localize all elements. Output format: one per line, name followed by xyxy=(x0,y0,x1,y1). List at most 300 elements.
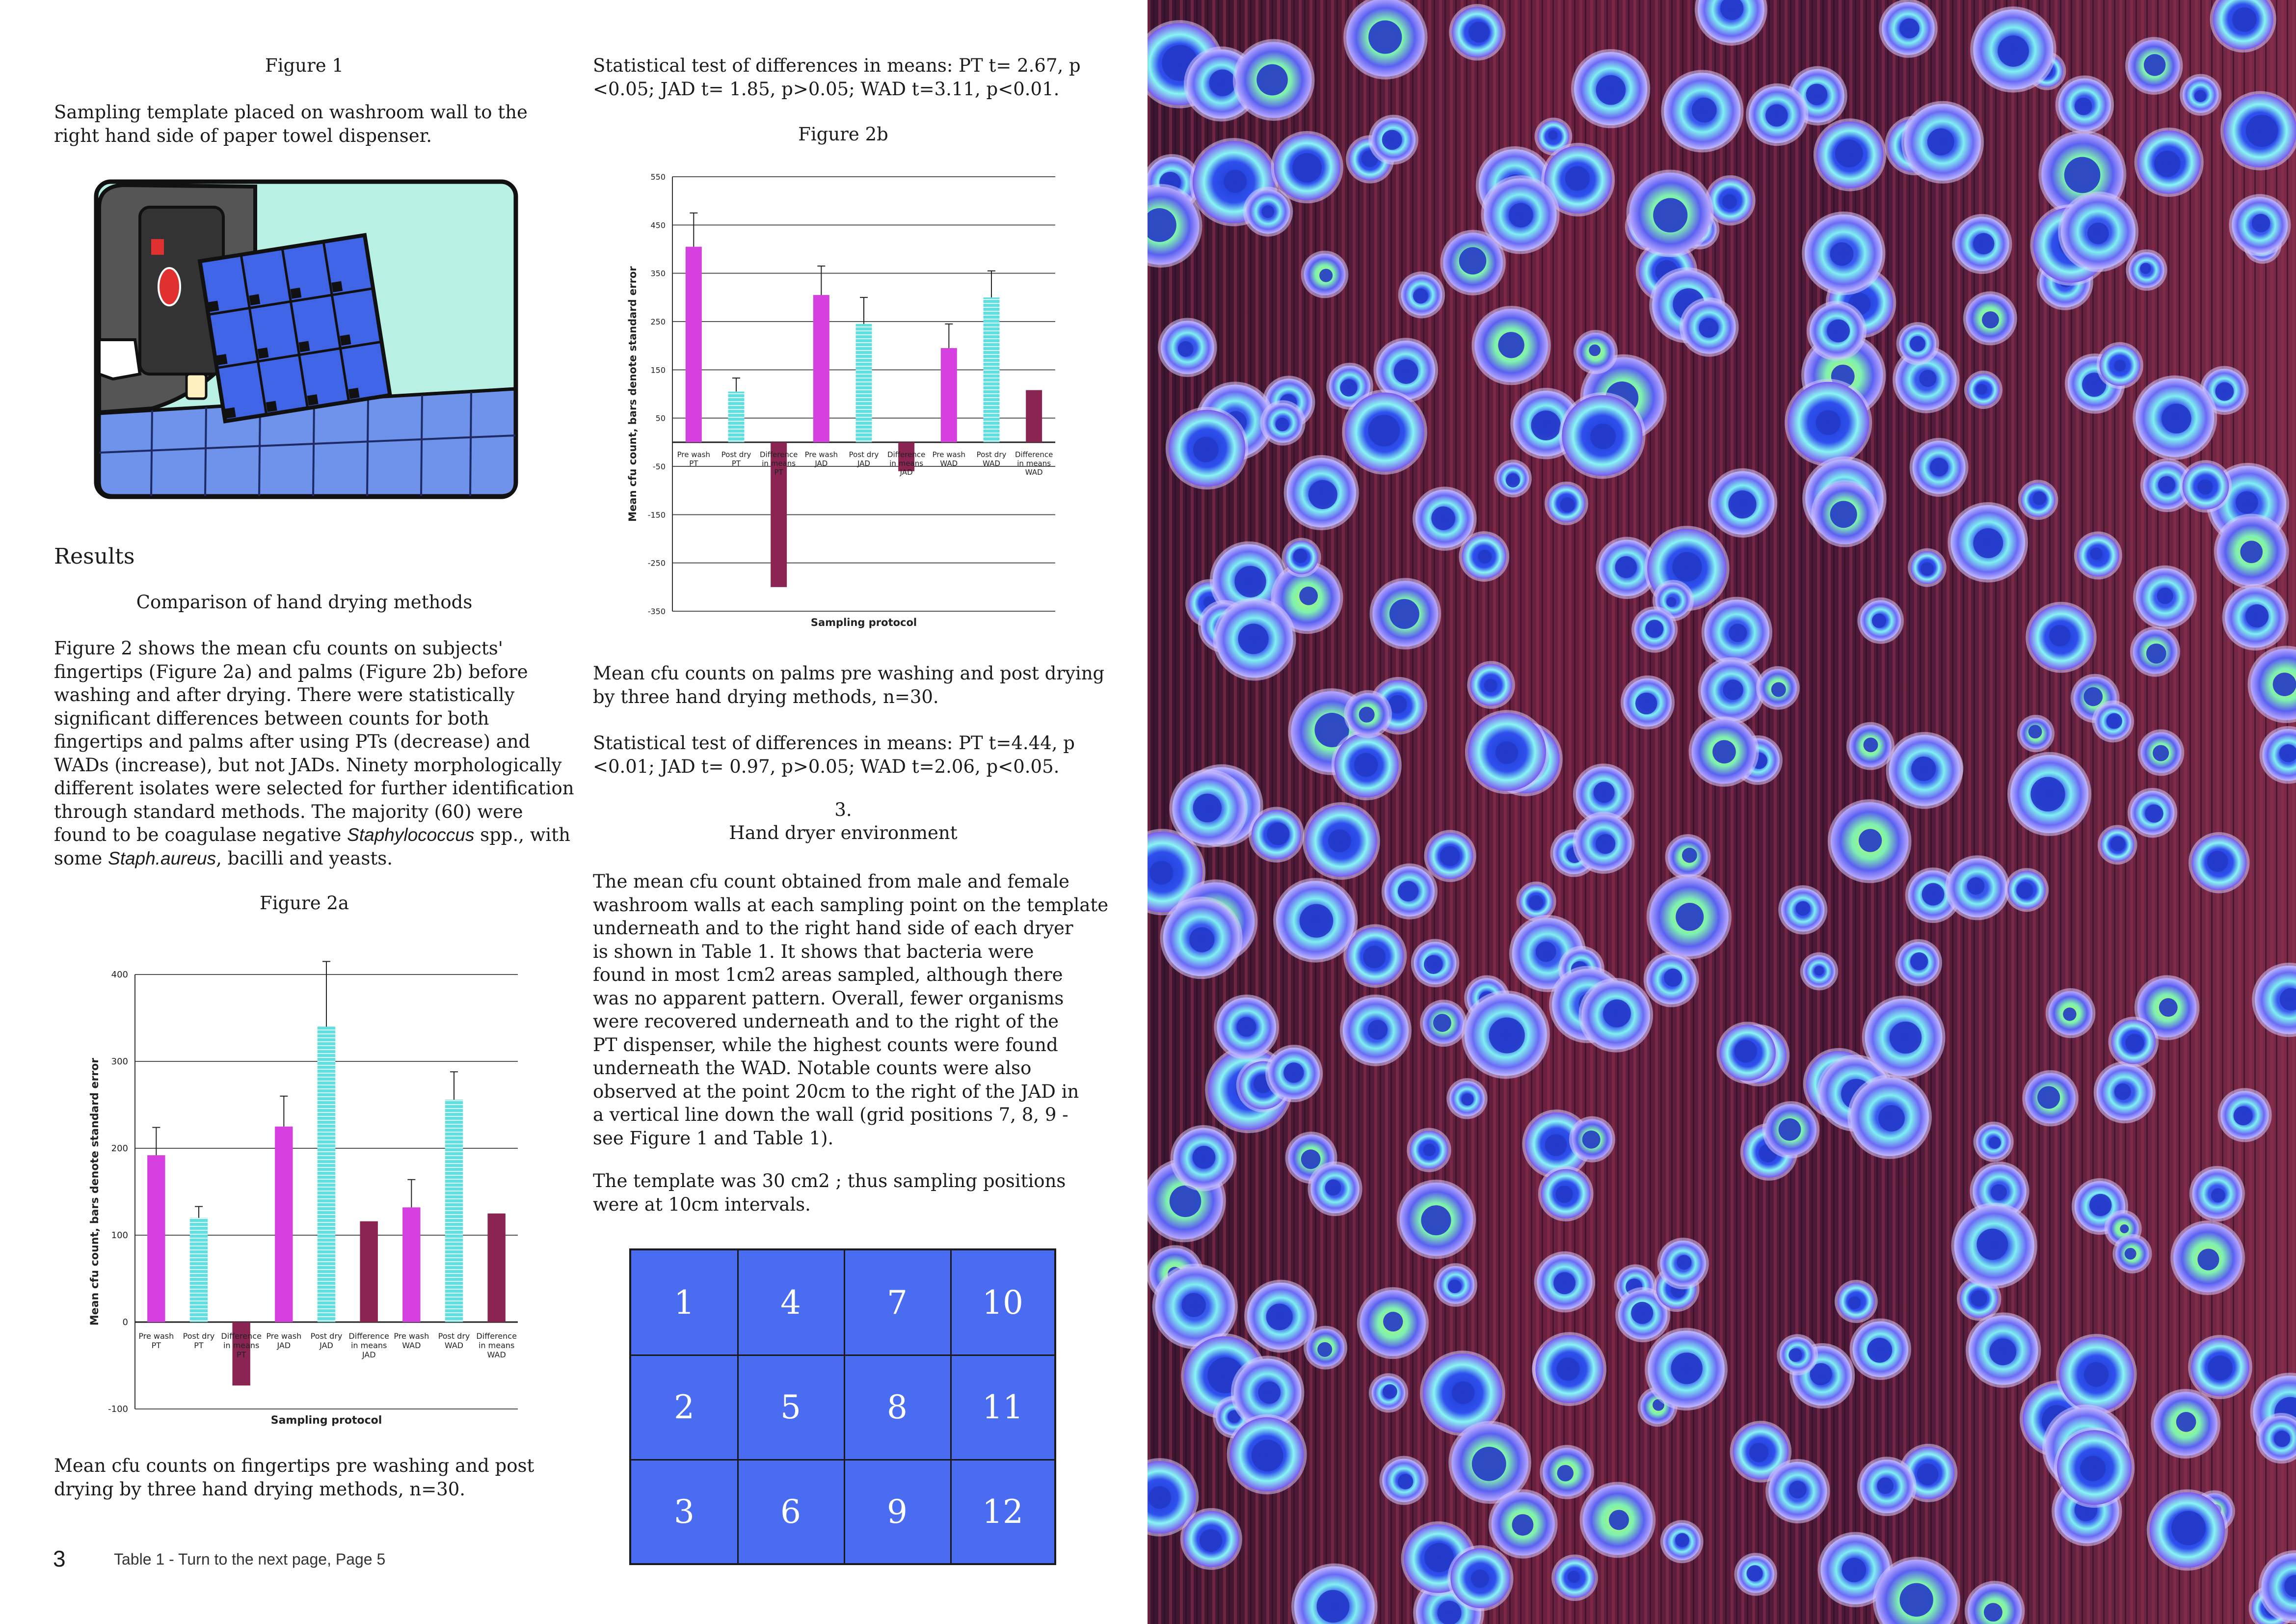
colony-core xyxy=(2033,491,2047,505)
colony-core xyxy=(1283,1062,1304,1083)
comparison-subheading: Comparison of hand drying methods xyxy=(136,592,473,613)
colony-core xyxy=(1565,166,1590,191)
colony-core xyxy=(1545,1134,1567,1156)
colony-core xyxy=(1261,205,1274,218)
colony-core xyxy=(1234,566,1266,597)
colony-core xyxy=(1976,384,1987,395)
colony-core xyxy=(1484,679,1497,692)
grid-cell-3: 3 xyxy=(674,1492,694,1531)
page-number: 3 xyxy=(53,1546,66,1571)
colony-core xyxy=(1382,130,1402,150)
bacteria-micrograph xyxy=(1148,0,2296,1624)
category-label: Pre wash WAD xyxy=(932,450,966,468)
y-tick-label: 200 xyxy=(111,1143,128,1154)
figure2a-caption: Mean cfu counts on fingertips pre washing and post drying by three hand drying methods, n=30. xyxy=(54,1455,534,1500)
colony-core xyxy=(1973,233,1994,254)
colony-core xyxy=(1747,1565,1763,1581)
colony-core xyxy=(1899,1583,1933,1617)
grid-cell-12: 12 xyxy=(982,1492,1023,1531)
colony-core xyxy=(1973,528,2003,558)
stat-test-2b: Statistical test of differences in means: PT t=4.44, p <0.01; JAD t= 0.97, p>0.05; WAD t=2.06, p<0.05. xyxy=(593,732,1075,777)
colony-core xyxy=(1149,861,1173,884)
colony-core xyxy=(1589,345,1601,356)
colony-core xyxy=(1878,1105,1905,1132)
colony-core xyxy=(1806,83,1828,105)
colony-core xyxy=(1910,336,1925,352)
colony-core xyxy=(1998,35,2029,67)
colony-core xyxy=(1568,1571,1580,1583)
y-tick-label: -150 xyxy=(647,510,666,520)
bar-pre xyxy=(813,295,829,442)
colony-core xyxy=(1276,418,1289,432)
colony-core xyxy=(1325,1180,1341,1196)
y-tick-label: 450 xyxy=(650,220,666,230)
colony-core xyxy=(1413,289,1428,304)
figure2b-caption: Mean cfu counts on palms pre washing and post drying by three hand drying methods, n=30. xyxy=(593,663,1105,707)
colony-core xyxy=(1779,1118,1801,1141)
colony-core xyxy=(1692,98,1717,123)
colony-core xyxy=(2246,115,2278,147)
y-tick-label: 400 xyxy=(111,970,128,980)
colony-core xyxy=(1816,410,1841,435)
section-title: Hand dryer environment xyxy=(729,822,958,843)
colony-core xyxy=(1438,1601,1462,1624)
colony-core xyxy=(2194,90,2207,102)
grid-cell-2: 2 xyxy=(674,1388,694,1426)
colony-core xyxy=(1398,881,1418,901)
colony-core xyxy=(1722,194,1737,209)
colony-core xyxy=(1867,1338,1892,1363)
colony-core xyxy=(1182,1293,1206,1317)
colony-core xyxy=(1922,883,1945,906)
colony-core xyxy=(1431,506,1455,530)
italic-species: Staph.aureus xyxy=(108,848,216,868)
y-tick-label: -100 xyxy=(108,1404,128,1414)
colony-core xyxy=(1609,1510,1629,1530)
colony-core xyxy=(1368,20,1402,54)
colony-core xyxy=(1267,822,1289,845)
colony-core xyxy=(1536,942,1556,962)
figure2a-chart-svg xyxy=(74,933,525,1434)
colony-core xyxy=(2153,745,2169,761)
colony-core xyxy=(1556,1357,1579,1380)
colony-core xyxy=(2120,1224,2129,1233)
colony-core xyxy=(2240,541,2263,563)
bar-diff xyxy=(1026,390,1042,442)
colony-core xyxy=(1354,753,1378,777)
category-label: Difference in means JAD xyxy=(348,1331,389,1359)
colony-core xyxy=(1301,1149,1321,1169)
colony-core xyxy=(1209,70,1236,96)
category-label: Pre wash JAD xyxy=(804,450,838,468)
colony-core xyxy=(1512,1514,1533,1536)
category-label: Pre wash JAD xyxy=(266,1331,302,1350)
colony-core xyxy=(1359,707,1375,723)
colony-core xyxy=(1582,1131,1601,1149)
colony-core xyxy=(1971,1290,1987,1307)
colony-core xyxy=(1899,19,1919,38)
colony-core xyxy=(1872,614,1886,628)
colony-core xyxy=(1383,1384,1397,1399)
colony-core xyxy=(2063,1007,2076,1021)
colony-core xyxy=(1859,829,1882,852)
colony-core xyxy=(2232,7,2257,32)
colony-core xyxy=(1765,105,1788,127)
y-tick-label: 250 xyxy=(650,317,666,326)
colony-core xyxy=(1548,130,1558,140)
bar-post xyxy=(856,324,872,442)
colony-core xyxy=(1560,497,1575,513)
grid-cell-8: 8 xyxy=(887,1388,908,1426)
grid-cell-7: 7 xyxy=(887,1283,908,1322)
footer-note: Table 1 - Turn to the next page, Page 5 xyxy=(114,1550,386,1568)
grid-cell-11: 11 xyxy=(982,1388,1023,1426)
colony-core xyxy=(1317,1342,1332,1357)
colony-core xyxy=(1433,1014,1451,1032)
colony-core xyxy=(1749,1443,1769,1462)
colony-core xyxy=(1553,1272,1575,1294)
category-label: Post dry WAD xyxy=(976,450,1007,468)
bar-post xyxy=(190,1218,208,1322)
colony-core xyxy=(1531,410,1561,440)
y-tick-label: -350 xyxy=(647,607,666,616)
colony-core xyxy=(1814,966,1824,975)
colony-core xyxy=(2087,222,2109,244)
colony-core xyxy=(2144,54,2166,76)
figure2b-chart xyxy=(618,167,1080,638)
colony-core xyxy=(1603,1000,1631,1028)
colony-core xyxy=(1594,782,1615,803)
colony-core xyxy=(1653,198,1687,232)
colony-core xyxy=(2049,625,2071,647)
colony-core xyxy=(1982,311,1999,328)
colony-core xyxy=(1675,1533,1689,1547)
colony-core xyxy=(2245,604,2269,627)
colony-core xyxy=(2037,1086,2060,1109)
colony-core xyxy=(1178,341,1194,357)
stat-test-2a: Statistical test of differences in means: PT t= 2.67, p <0.05; JAD t= 1.85, p>0.05; WAD t=3.11, p<0.01. xyxy=(593,55,1081,100)
grid-cell-4: 4 xyxy=(780,1283,801,1322)
colony-core xyxy=(1236,1017,1256,1037)
colony-core xyxy=(1590,424,1616,449)
colony-core xyxy=(1671,1353,1703,1384)
colony-core xyxy=(2075,98,2092,115)
colony-core xyxy=(1459,247,1487,274)
colony-core xyxy=(1421,1205,1451,1235)
sampling-grid xyxy=(629,1248,1056,1565)
colony-core xyxy=(1529,895,1544,910)
colony-core xyxy=(2083,687,2103,706)
colony-core xyxy=(2110,837,2126,852)
colony-core xyxy=(1596,75,1626,105)
colony-core xyxy=(1394,359,1418,384)
y-tick-label: 300 xyxy=(111,1056,128,1067)
colony-core xyxy=(1830,501,1857,528)
colony-core xyxy=(1238,623,1269,654)
y-tick-label: 350 xyxy=(650,269,666,278)
category-label: Pre wash PT xyxy=(138,1331,174,1350)
colony-core xyxy=(2158,476,2175,493)
grid-cell-1: 1 xyxy=(674,1283,694,1322)
x-axis-title: Sampling protocol xyxy=(270,1414,382,1427)
colony-core xyxy=(1967,877,1984,894)
bar-diff xyxy=(360,1221,377,1322)
colony-core xyxy=(2207,851,2228,872)
washroom-illustration-svg xyxy=(93,178,520,502)
colony-core xyxy=(1363,946,1386,968)
colony-core xyxy=(1842,1558,1867,1582)
grid-cell-5: 5 xyxy=(780,1388,801,1426)
colony-core xyxy=(1340,379,1357,396)
y-tick-label: 0 xyxy=(122,1317,128,1327)
bar-post xyxy=(318,1027,335,1322)
y-tick-label: -50 xyxy=(652,462,666,471)
colony-core xyxy=(2016,882,2033,898)
colony-core xyxy=(1789,1481,1807,1498)
colony-core xyxy=(2162,404,2191,433)
colony-core xyxy=(1398,1474,1414,1489)
colony-core xyxy=(1498,332,1524,358)
colony-core xyxy=(2080,1456,2106,1481)
bar-pre xyxy=(402,1207,420,1322)
colony-core xyxy=(2176,1412,2196,1432)
colony-core xyxy=(1672,552,1702,581)
colony-core xyxy=(2089,1194,2111,1216)
colony-core xyxy=(1495,741,1518,764)
colony-core xyxy=(1677,1255,1691,1270)
colony-core xyxy=(2273,673,2296,696)
dryer-environment-body: The mean cfu count obtained from male and female washroom walls at each sampling point on the template underneath and to the right hand side of each dryer is shown in Table 1. It shows that bacteria were found in most 1cm2 areas sampled, although there was no apparent pattern. Overall, fewer organisms were recovered underneath and to the right of the PT dispenser, while the highest counts were found underneath the WAD. Notable counts were also observed at the point 20cm to the right of the JAD in a vertical line down the wall (grid positions 7, 8, 9 - see Figure 1 and Table 1). xyxy=(593,871,1109,1149)
category-label: Post dry JAD xyxy=(310,1331,343,1350)
colony-core xyxy=(1911,757,1936,781)
colony-core xyxy=(1293,549,1308,563)
colony-core xyxy=(1148,1486,1171,1509)
category-label: Pre wash WAD xyxy=(394,1331,429,1350)
colony-core xyxy=(2125,1034,2144,1053)
bar-post xyxy=(445,1100,463,1322)
colony-core xyxy=(1506,473,1520,487)
category-label: Difference in means WAD xyxy=(476,1331,517,1359)
colony-core xyxy=(2197,1248,2219,1270)
colony-core xyxy=(1319,269,1333,282)
y-axis-title: Mean cfu count, bars denote standard error xyxy=(89,1057,101,1326)
colony-core xyxy=(1796,901,1811,916)
category-label: Difference in means PT xyxy=(759,450,798,477)
colony-core xyxy=(1200,1529,1222,1552)
colony-core xyxy=(1984,1603,2002,1622)
colony-core xyxy=(2171,1511,2206,1545)
bacteria-micrograph-svg xyxy=(1148,0,2296,1624)
colony-core xyxy=(1991,1184,2007,1200)
colony-core xyxy=(2157,588,2173,604)
washroom-illustration xyxy=(93,178,520,502)
colony-core xyxy=(1877,1478,1894,1494)
results-body: Figure 2 shows the mean cfu counts on subjects' fingertips (Figure 2a) and palms (Figure 2b) before washing and after drying. There were statistically significant differences between counts for both fingertips and palms after using PTs (decrease) and WADs (increase), but not JADs. Ninety morphologically different isolates were selected for further identification through standard methods. The majority (60) were found to be coagulase negative Staphylococcus spp., with some Staph.aureus, bacilli and yeasts. xyxy=(54,638,574,869)
colony-core xyxy=(1308,480,1337,509)
colony-core xyxy=(2234,1106,2253,1125)
category-label: Difference in means JAD xyxy=(887,450,926,477)
colony-core xyxy=(2030,777,2065,811)
category-label: Pre wash PT xyxy=(677,450,711,468)
colony-core xyxy=(1424,955,1443,974)
grid-cell-10: 10 xyxy=(982,1283,1023,1322)
colony-core xyxy=(1645,620,1663,638)
colony-core xyxy=(1509,203,1533,227)
category-label: Post dry PT xyxy=(183,1331,215,1350)
colony-core xyxy=(2114,1083,2131,1100)
colony-core xyxy=(2064,157,2101,193)
colony-core xyxy=(1635,693,1657,714)
bar-diff xyxy=(487,1214,505,1322)
figure2b-title: Figure 2b xyxy=(798,124,888,145)
bar-post xyxy=(984,298,1000,442)
colony-core xyxy=(2145,805,2163,823)
colony-core xyxy=(1917,1463,1938,1485)
colony-core xyxy=(2125,1248,2136,1260)
colony-core xyxy=(1448,1280,1462,1294)
colony-core xyxy=(2084,1362,2109,1387)
colony-core xyxy=(1664,969,1682,987)
bar-post xyxy=(728,392,745,442)
y-tick-label: 150 xyxy=(650,365,666,375)
colony-core xyxy=(1848,1297,1861,1309)
colony-core xyxy=(2154,151,2180,177)
colony-core xyxy=(1921,562,1934,575)
colony-core xyxy=(1489,1018,1525,1054)
colony-core xyxy=(2159,998,2178,1017)
colony-core xyxy=(2146,644,2166,664)
colony-core xyxy=(1771,682,1786,697)
bar-pre xyxy=(147,1155,165,1322)
colony-core xyxy=(1189,927,1214,952)
colony-core xyxy=(1729,490,1757,518)
colony-core xyxy=(1256,64,1288,96)
colony-core xyxy=(1478,550,1492,564)
figure2a-chart xyxy=(74,933,525,1434)
colony-core xyxy=(1789,1348,1802,1362)
colony-core xyxy=(1423,1144,1436,1156)
y-tick-label: -250 xyxy=(647,558,666,568)
colony-core xyxy=(1910,952,1928,970)
bar-pre xyxy=(941,348,957,442)
colony-core xyxy=(2252,214,2270,232)
colony-core xyxy=(1292,153,1322,183)
colony-core xyxy=(1927,129,1954,156)
colony-core xyxy=(2197,479,2213,494)
colony-core xyxy=(1631,1302,1653,1324)
colony-core xyxy=(1827,320,1850,343)
bar-pre xyxy=(275,1127,293,1322)
colony-core xyxy=(1193,437,1219,462)
colony-core xyxy=(1712,740,1736,764)
colony-core xyxy=(1976,1229,2008,1260)
category-label: Post dry WAD xyxy=(438,1331,470,1350)
colony-core xyxy=(2216,382,2234,401)
colony-core xyxy=(1890,1022,1922,1054)
colony-core xyxy=(2140,263,2151,274)
colony-core xyxy=(1258,1381,1281,1404)
colony-core xyxy=(1368,1020,1388,1039)
figure2a-title: Figure 2a xyxy=(260,893,349,914)
grid-cell-6: 6 xyxy=(780,1492,801,1531)
colony-core xyxy=(2029,725,2042,739)
colony-core xyxy=(1676,903,1704,931)
colony-core xyxy=(1729,624,1747,643)
template-note: The template was 30 cm2 ; thus sampling positions were at 10cm intervals. xyxy=(593,1170,1066,1215)
category-label: Post dry PT xyxy=(721,450,751,468)
colony-core xyxy=(1300,904,1334,938)
colony-core xyxy=(1317,1590,1350,1623)
colony-core xyxy=(2208,1355,2233,1380)
colony-core xyxy=(1666,597,1676,607)
colony-core xyxy=(1682,848,1697,863)
colony-core xyxy=(1299,587,1318,605)
y-tick-label: 100 xyxy=(111,1230,128,1241)
colony-core xyxy=(1555,1186,1573,1203)
colony-core xyxy=(1252,1439,1283,1471)
colony-core xyxy=(1835,139,1863,167)
colony-core xyxy=(2274,1431,2290,1447)
italic-genus: Staphylococcus xyxy=(347,825,475,845)
figure1-title: Figure 1 xyxy=(265,55,344,76)
colony-core xyxy=(1440,846,1460,866)
x-axis-title: Sampling protocol xyxy=(810,617,917,628)
colony-core xyxy=(1557,1465,1574,1482)
colony-core xyxy=(1471,1570,1489,1588)
colony-core xyxy=(1723,679,1743,700)
grid-cell-9: 9 xyxy=(887,1492,908,1531)
colony-core xyxy=(1615,556,1637,578)
colony-core xyxy=(1224,170,1247,193)
colony-core xyxy=(1596,834,1615,854)
colony-core xyxy=(1919,370,1936,387)
colony-core xyxy=(1462,1093,1474,1106)
category-label: Post dry JAD xyxy=(849,450,879,468)
colony-core xyxy=(1389,599,1419,629)
colony-core xyxy=(1193,794,1222,822)
colony-core xyxy=(1989,1137,2001,1149)
colony-core xyxy=(1930,458,1948,476)
colony-core xyxy=(2211,1188,2225,1202)
colony-core xyxy=(1735,1040,1757,1062)
colony-core xyxy=(1383,1312,1403,1331)
colony-core xyxy=(1472,1447,1506,1481)
colony-core xyxy=(1989,1338,2016,1365)
colony-core xyxy=(1830,243,1854,266)
colony-core xyxy=(1193,1146,1216,1169)
colony-core xyxy=(2236,491,2258,514)
bar-pre xyxy=(686,247,702,442)
colony-core xyxy=(2114,360,2126,372)
colony-core xyxy=(1468,22,1490,43)
category-label: Difference in means PT xyxy=(221,1331,262,1359)
colony-core xyxy=(1328,829,1351,852)
colony-core xyxy=(1864,737,1878,752)
results-heading: Results xyxy=(54,544,135,569)
colony-core xyxy=(1452,1381,1475,1405)
colony-core xyxy=(2090,547,2102,560)
colony-core xyxy=(1368,415,1400,447)
y-axis-title: Mean cfu count, bars denote standard error xyxy=(627,266,639,522)
y-tick-label: 50 xyxy=(655,413,666,423)
figure1-caption: Sampling template placed on washroom wall to the right hand side of paper towel dispenser. xyxy=(54,102,528,146)
colony-core xyxy=(1699,318,1718,338)
category-label: Difference in means WAD xyxy=(1015,450,1053,477)
colony-core xyxy=(1266,1304,1293,1330)
colony-core xyxy=(2107,713,2122,729)
y-tick-label: 550 xyxy=(650,172,666,182)
figure2b-chart-svg xyxy=(618,167,1080,638)
